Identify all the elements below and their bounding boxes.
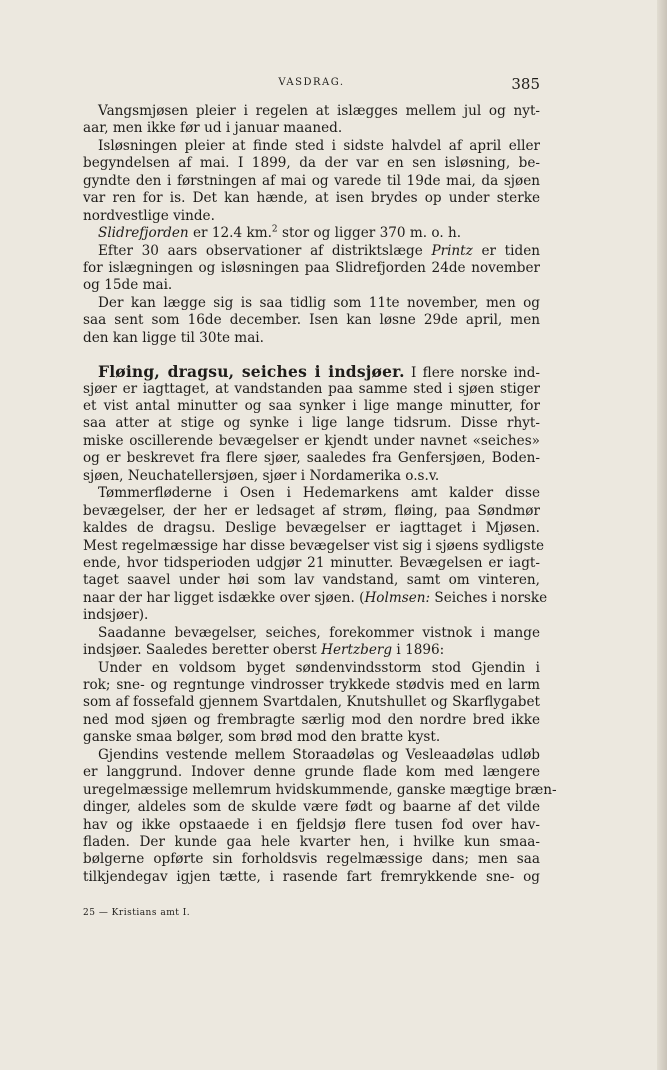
text-line: Mest regelmæssige har disse bevægelser vist sig i sjøens sydligste: [83, 537, 545, 554]
text-line: tilkjendegav igjen tætte, i rasende fart fremrykkende sne- og: [83, 868, 540, 885]
text-span: er tiden: [472, 242, 540, 259]
text-span: 2: [271, 224, 278, 235]
text-span: indsjøer. Saaledes beretter oberst: [83, 642, 322, 659]
section-title: Fløing, dragsu, seiches i indsjøer.: [98, 362, 405, 382]
text-line: bevægelser, der her er ledsaget af strøm, fløing, paa Søndmør: [83, 502, 540, 519]
text-line: et vist antal minutter og saa synker i lige mange minutter, for: [83, 398, 540, 414]
text-line: sjøen, Neuchatellersjøen, sjøer i Nordamerika o.s.v.: [83, 467, 440, 484]
text-line: som af fossefald gjennem Svartdalen, Knutshullet og Skarflygabet: [83, 694, 540, 711]
text-line: taget saavel under høi som lav vandstand, samt om vinteren,: [83, 572, 540, 589]
text-line: nordvestlige vinde.: [83, 207, 215, 224]
text-line: [83, 589, 548, 607]
text-line: og er beskrevet fra flere sjøer, saaledes fra Genfersjøen, Boden-: [83, 450, 540, 467]
text-line: uregelmæssige mellemrum hvidskummende, ganske mægtige bræn-: [83, 781, 557, 798]
text-line: Tømmerfløderne i Osen i Hedemarkens amt kalder disse: [98, 485, 540, 502]
footer-signature: 25 — Kristians amt I.: [83, 908, 191, 918]
text-line: [83, 225, 540, 242]
text-span: er 12.4 km.: [188, 225, 272, 242]
page-header: [83, 77, 540, 97]
text-line: [83, 243, 540, 260]
text-span: Seiches i norske: [430, 589, 548, 606]
text-line: gyndte den i førstningen af mai og varede til 19de mai, da sjøen: [83, 172, 540, 189]
text-line: [83, 363, 540, 380]
text-span: Efter 30 aars observationer af distriktslæge: [98, 242, 432, 259]
text-line: saa sent som 16de december. Isen kan løsne 29de april, men: [83, 312, 540, 329]
text-line: ned mod sjøen og frembragte særlig mod den nordre bred ikke: [83, 711, 540, 728]
text-line: Under en voldsom byget søndenvindsstorm stod Gjendin i: [98, 659, 540, 676]
text-span: Slidrefjorden: [98, 225, 189, 242]
text-line: for islægningen og isløsningen paa Slidrefjorden 24de november: [83, 259, 540, 276]
page-edge: [657, 0, 667, 1070]
text-line: kaldes de dragsu. Deslige bevægelser er iagttaget i Mjøsen.: [83, 520, 540, 537]
text-line: Vangsmjøsen pleier i regelen at islægges mellem jul og nyt-: [98, 103, 540, 119]
text-line: indsjøer).: [83, 607, 149, 624]
text-line: og 15de mai.: [83, 277, 173, 294]
page-number: 385: [511, 75, 540, 93]
text-line: Gjendins vestende mellem Storaadølas og Vesleaadølas udløb: [98, 746, 540, 763]
text-line: rok; sne- og regntunge vindrosser trykkede stødvis med en larm: [83, 677, 540, 693]
text-line: hav og ikke opstaaede i en fjeldsjø flere tusen fod over hav-: [83, 816, 540, 833]
text-line: Isløsningen pleier at finde sted i sidste halvdel af april eller: [98, 137, 540, 154]
text-span: Holmsen:: [364, 589, 431, 606]
text-span: I flere norske ind-: [404, 365, 540, 382]
text-line: begyndelsen af mai. I 1899, da der var en sen isløsning, be-: [83, 155, 540, 172]
text-line: miske oscillerende bevægelser er kjendt under navnet «seiches»: [83, 432, 540, 449]
text-line: ende, hvor tidsperioden udgjør 21 minutter. Bevægelsen er iagt-: [83, 554, 540, 571]
text-line: [83, 642, 540, 659]
text-line: var ren for is. Det kan hænde, at isen brydes op under sterke: [83, 190, 540, 207]
body-text: [83, 103, 557, 886]
text-span: Printz: [431, 242, 473, 259]
text-line: dinger, aldeles som de skulde være født og baarne af det vilde: [83, 799, 540, 816]
text-span: Hertzberg: [321, 642, 393, 659]
text-span: stor og ligger 370 m. o. h.: [277, 225, 462, 242]
text-line: er langgrund. Indover denne grunde flade kom med længere: [83, 764, 540, 781]
text-span: i 1896:: [392, 642, 445, 659]
text-line: ganske smaa bølger, som brød mod den bratte kyst.: [83, 729, 441, 746]
text-line: bølgerne opførte sin forholdsvis regelmæssige dans; men saa: [83, 851, 540, 868]
text-span: naar der har ligget isdække over sjøen. (: [83, 589, 365, 606]
paragraph-gap: [83, 347, 540, 363]
text-line: Der kan lægge sig is saa tidlig som 11te november, men og: [98, 294, 540, 311]
text-line: den kan ligge til 30te mai.: [83, 329, 264, 346]
text-line: Saadanne bevægelser, seiches, forekommer vistnok i mange: [98, 624, 540, 641]
text-line: aar, men ikke før ud i januar maaned.: [83, 120, 343, 137]
text-line: sjøer er iagttaget, at vandstanden paa samme sted i sjøen stiger: [83, 380, 540, 397]
text-line: saa atter at stige og synke i lige lange tidsrum. Disse rhyt-: [83, 415, 540, 432]
text-line: fladen. Der kunde gaa hele kvarter hen, i hvilke kun smaa-: [83, 833, 540, 850]
running-head: VASDRAG.: [278, 77, 345, 88]
